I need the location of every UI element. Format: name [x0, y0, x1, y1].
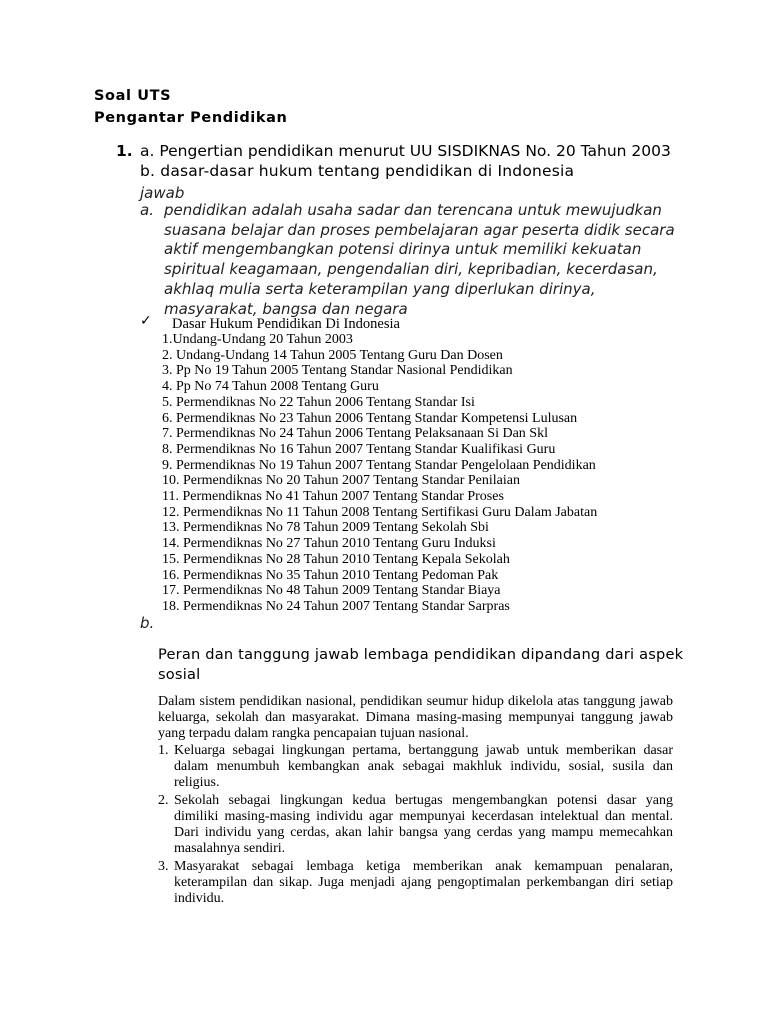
question-part-a: a. Pengertian pendidikan menurut UU SISDIKNAS No. 20 Tahun 2003 — [140, 142, 671, 160]
role-item-number: 1. — [158, 743, 169, 758]
law-item: 6. Permendiknas No 23 Tahun 2006 Tentang Standar Kompetensi Lulusan — [162, 410, 578, 426]
doc-title: Soal UTS — [94, 88, 172, 104]
role-item-text: Sekolah sebagai lingkungan kedua bertugas mengembangkan potensi dasar yang dimiliki masing-masing individu agar mempunyai kecerdasan intelektual dan mental. Dari individu yang cerdas, akan lahir bangsa yang cerdas yang mampu memecahkan masalahnya sendiri. — [174, 793, 673, 856]
doc-subtitle: Pengantar Pendidikan — [94, 110, 288, 126]
section-intro: Dalam sistem pendidikan nasional, pendidikan seumur hidup dikelola atas tanggung jawab keluarga, sekolah dan masyarakat. Dimana masing-masing mempunyai tanggung jawab yang terpadu dalam rangka pencapaian tujuan nasional. — [158, 694, 673, 741]
answer-a-text: pendidikan adalah usaha sadar dan terencana untuk mewujudkan suasana belajar dan proses pembelajaran agar peserta didik secara aktif mengembangkan potensi dirinya untuk memiliki kekuatan spiritual keagamaan, pengendalian diri, kepribadian, kecerdasan, akhlaq mulia serta keterampilan yang diperlukan dirinya, masyarakat, bangsa dan negara — [164, 201, 675, 318]
role-item — [158, 793, 673, 857]
answer-b-marker: b. — [140, 614, 155, 632]
role-item-text: Masyarakat sebagai lembaga ketiga memberikan anak kemampuan penalaran, keterampilan dan sikap. Juga menjadi ajang pengoptimalan perkembangan diri setiap individu. — [174, 859, 673, 906]
law-item: 12. Permendiknas No 11 Tahun 2008 Tentang Sertifikasi Guru Dalam Jabatan — [162, 504, 598, 520]
law-item: 3. Pp No 19 Tahun 2005 Tentang Standar Nasional Pendidikan — [162, 363, 513, 379]
role-item-text: Keluarga sebagai lingkungan pertama, bertanggung jawab untuk memberikan dasar dalam menumbuh kembangkan anak sebagai makhluk individu, sosial, susila dan religius. — [174, 743, 673, 790]
role-item-number: 3. — [158, 859, 169, 874]
law-item: 1.Undang-Undang 20 Tahun 2003 — [162, 332, 353, 347]
check-icon: ✓ — [140, 313, 152, 329]
law-item: 15. Permendiknas No 28 Tahun 2010 Tentang Kepala Sekolah — [162, 551, 510, 567]
law-item: 18. Permendiknas No 24 Tahun 2007 Tentang Standar Sarpras — [162, 598, 510, 614]
law-item: 9. Permendiknas No 19 Tahun 2007 Tentang Standar Pengelolaan Pendidikan — [162, 457, 596, 473]
law-list — [162, 332, 597, 615]
question-number: 1. — [116, 142, 133, 160]
role-list — [158, 743, 673, 909]
section-heading: Peran dan tanggung jawab lembaga pendidikan dipandang dari aspek sosial — [158, 646, 684, 683]
role-item — [158, 859, 673, 907]
question-part-b: b. dasar-dasar hukum tentang pendidikan di Indonesia — [140, 162, 575, 180]
law-item: 4. Pp No 74 Tahun 2008 Tentang Guru — [162, 379, 379, 395]
law-item: 11. Permendiknas No 41 Tahun 2007 Tentang Standar Proses — [162, 489, 504, 505]
role-item — [158, 743, 673, 791]
dasar-hukum-heading: Dasar Hukum Pendidikan Di Indonesia — [172, 316, 400, 332]
law-item: 2. Undang-Undang 14 Tahun 2005 Tentang Guru Dan Dosen — [162, 347, 503, 363]
law-item: 10. Permendiknas No 20 Tahun 2007 Tentang Standar Penilaian — [162, 473, 520, 489]
law-item: 14. Permendiknas No 27 Tahun 2010 Tentang Guru Induksi — [162, 536, 496, 552]
answer-a-marker: a. — [140, 201, 154, 219]
law-item: 5. Permendiknas No 22 Tahun 2006 Tentang Standar Isi — [162, 394, 475, 410]
law-item: 8. Permendiknas No 16 Tahun 2007 Tentang Standar Kualifikasi Guru — [162, 441, 556, 457]
role-item-number: 2. — [158, 793, 169, 808]
law-item: 13. Permendiknas No 78 Tahun 2009 Tentang Sekolah Sbi — [162, 520, 489, 536]
law-item: 16. Permendiknas No 35 Tahun 2010 Tentang Pedoman Pak — [162, 567, 499, 583]
law-item: 7. Permendiknas No 24 Tahun 2006 Tentang Pelaksanaan Si Dan Skl — [162, 426, 548, 442]
law-item: 17. Permendiknas No 48 Tahun 2009 Tentang Standar Biaya — [162, 583, 501, 599]
answer-label: jawab — [140, 184, 185, 202]
